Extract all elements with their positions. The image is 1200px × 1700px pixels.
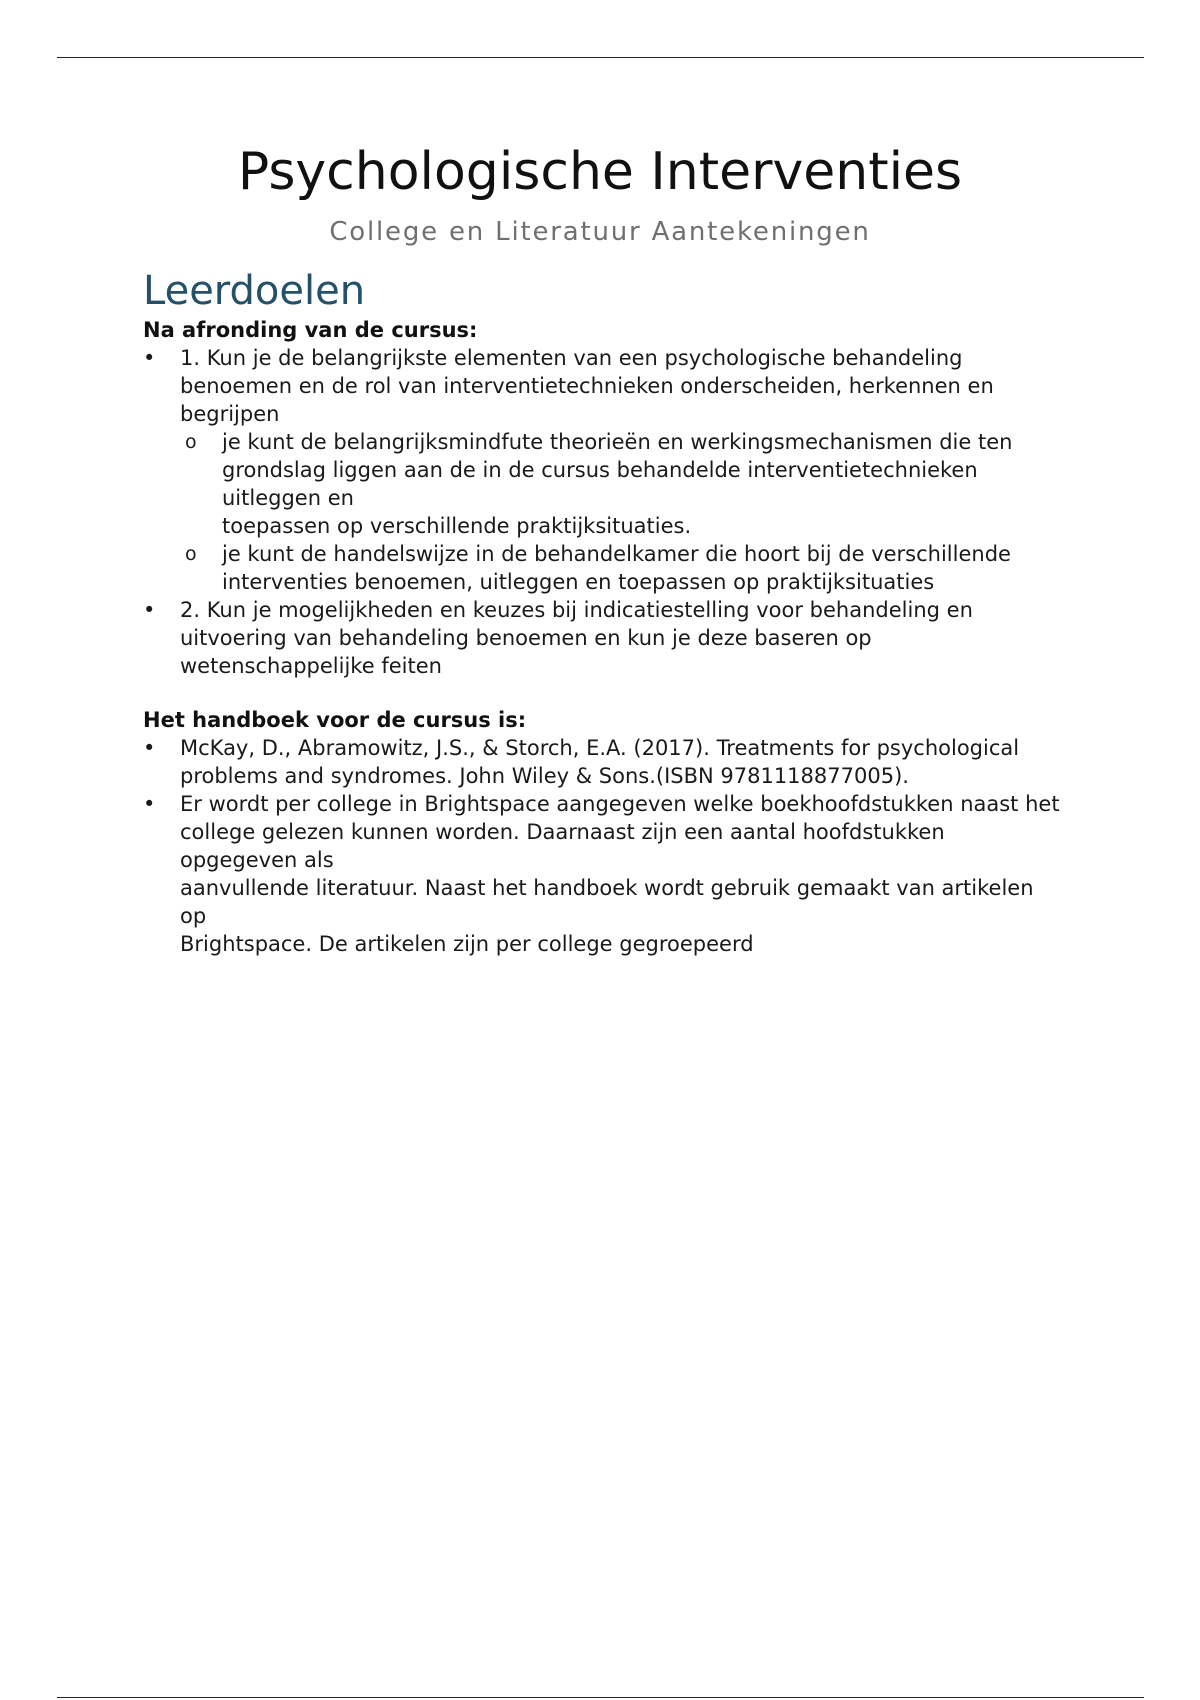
bottom-rule: [57, 1697, 1144, 1698]
circle-bullet-icon: o: [185, 543, 197, 565]
list-item-text: 2. Kun je mogelijkheden en keuzes bij indicatiestelling voor behandeling en uitvoering van behandeling benoemen en kun je deze baseren op wetenschappelijke feiten: [180, 598, 973, 678]
section-heading: Leerdoelen: [143, 268, 366, 314]
handbook-list: [143, 734, 1063, 958]
bullet-icon: •: [143, 346, 156, 370]
list-item-line: college gelezen kunnen worden. Daarnaast zijn een aantal hoofdstukken opgegeven als: [180, 820, 945, 872]
list-item-line: Brightspace. De artikelen zijn per college gegroepeerd: [180, 932, 754, 956]
list-item: [143, 344, 1063, 596]
list-item-line: McKay, D., Abramowitz, J.S., & Storch, E.A. (2017). Treatments for psychological: [180, 736, 1020, 760]
document-body: [143, 316, 1063, 958]
list-item-text: 1. Kun je de belangrijkste elementen van een psychologische behandeling benoemen en de rol van interventietechnieken onderscheiden, herkennen en begrijpen: [180, 346, 994, 426]
list-item-line: aanvullende literatuur. Naast het handboek wordt gebruik gemaakt van artikelen op: [180, 876, 1034, 928]
lead-text: Na afronding van de cursus:: [143, 318, 478, 342]
sub-item-line: toepassen op verschillende praktijksituaties.: [222, 514, 692, 538]
page-subtitle: College en Literatuur Aantekeningen: [329, 217, 871, 247]
list-item: [143, 790, 1063, 958]
sub-item-line: grondslag liggen aan de in de cursus behandelde interventietechnieken uitleggen en: [222, 458, 978, 510]
list-item: [143, 596, 1063, 680]
bullet-icon: •: [143, 736, 156, 760]
learning-goals-list: [143, 344, 1063, 680]
sub-list: [180, 428, 1063, 596]
list-item-line: Er wordt per college in Brightspace aangegeven welke boekhoofdstukken naast het: [180, 792, 1060, 816]
list-item-line: problems and syndromes. John Wiley & Sons.(ISBN 9781118877005).: [180, 764, 909, 788]
bullet-icon: •: [143, 792, 156, 816]
sub-item-line: je kunt de belangrijksmindfute theorieën en werkingsmechanismen die ten: [222, 430, 1013, 454]
lead-text: Het handboek voor de cursus is:: [143, 708, 527, 732]
bullet-icon: •: [143, 598, 156, 622]
sub-list-item: [180, 540, 1063, 596]
page-title: Psychologische Interventies: [237, 142, 963, 202]
sub-item-line: je kunt de handelswijze in de behandelkamer die hoort bij de verschillende interventies benoemen, uitleggen en toepassen op praktijksituaties: [222, 542, 1011, 594]
sub-list-item: [180, 428, 1063, 540]
circle-bullet-icon: o: [185, 431, 197, 453]
top-rule: [57, 57, 1144, 58]
list-item: [143, 734, 1063, 790]
